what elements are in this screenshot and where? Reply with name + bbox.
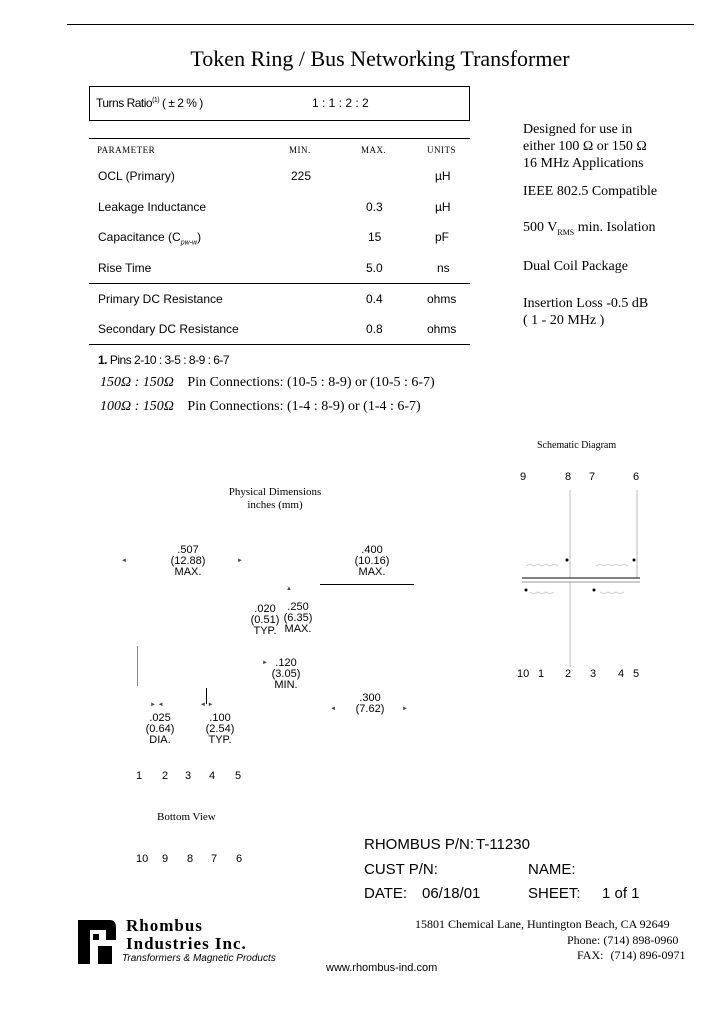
dim-arrow-left: ◄: [121, 558, 127, 564]
name-label: NAME:: [528, 861, 576, 878]
isolation-subscript: RMS: [557, 227, 575, 237]
row-rise-units: ns: [437, 261, 450, 275]
note-1-text: Pins 2-10 : 3-5 : 8-9 : 6-7: [109, 353, 230, 367]
dim-300-mm: (7.62): [355, 703, 385, 715]
physical-title-2: inches (mm): [247, 499, 303, 511]
header-min: MIN.: [289, 145, 311, 155]
feature-designed-2: either 100 Ω or 150 Ω: [523, 139, 647, 154]
dim-020-mm: (0.51): [250, 614, 280, 626]
spec-table: [89, 138, 470, 348]
fax-value: (714) 896-0971: [610, 948, 686, 962]
row-secondary-dcr-max: 0.8: [366, 322, 383, 336]
dim-120-in: .120: [275, 657, 297, 669]
physical-title-1: Physical Dimensions: [228, 486, 322, 498]
schematic-title: Schematic Diagram: [537, 440, 617, 451]
bottom-pin-8: 8: [187, 853, 194, 865]
title-block: [364, 836, 704, 906]
dim-020-in: .020: [254, 603, 276, 615]
dim-120-mm: (3.05): [271, 668, 301, 680]
bottom-pin-3: 3: [185, 770, 192, 782]
row-capacitance-param: [98, 230, 201, 246]
turns-ratio-box: [89, 86, 470, 121]
capacitance-label: Capacitance (C: [98, 230, 181, 244]
dim-250-arrow: ▲: [286, 586, 292, 592]
bottom-pin-10: 10: [136, 853, 149, 865]
date-value: 06/18/01: [422, 885, 481, 902]
connection-100: [100, 399, 421, 415]
note-1-number: 1.: [98, 353, 108, 367]
physical-title: [205, 486, 345, 512]
dim-250: [280, 602, 316, 635]
capacitance-subscript: pw-w: [180, 239, 198, 247]
row-primary-dcr-units: ohms: [427, 292, 457, 306]
dim-100: [200, 713, 240, 746]
connection-100-impedance: 100Ω : 150Ω: [100, 399, 174, 414]
body-outline-left: [137, 646, 138, 686]
header-parameter: PARAMETER: [97, 145, 156, 155]
dim-020: [245, 604, 285, 637]
feature-insertion-2: ( 1 - 20 MHz ): [523, 312, 605, 328]
connection-150-impedance: 150Ω : 150Ω: [100, 375, 174, 390]
turns-ratio-sup: (1): [152, 97, 160, 104]
feature-package: Dual Coil Package: [523, 258, 628, 274]
dim-100-note: TYP.: [208, 734, 232, 746]
row-leakage-units: µH: [435, 200, 451, 214]
row-capacitance-units: pF: [435, 230, 450, 244]
connection-100-text: Pin Connections: (1-4 : 8-9) or (1-4 : 6-7): [187, 399, 421, 414]
row-ocl-param: OCL (Primary): [98, 169, 175, 183]
connection-150-text: Pin Connections: (10-5 : 8-9) or (10-5 : 6-7): [187, 375, 435, 390]
company-tagline: Transformers & Magnetic Products: [122, 953, 276, 964]
row-capacitance-max: 15: [368, 230, 382, 244]
dim-300: [350, 693, 390, 715]
schematic-pin-5: 5: [633, 668, 640, 680]
pn-label: RHOMBUS P/N:: [364, 836, 475, 853]
dim-120: [266, 658, 306, 691]
dim-025-note: DIA.: [149, 734, 171, 746]
row-rise-param: Rise Time: [98, 261, 152, 275]
rhombus-logo-icon: [76, 918, 120, 966]
dim-507: [160, 545, 216, 578]
company-name-1: Rhombus: [126, 916, 203, 935]
schematic-pin-4: 4: [618, 668, 625, 680]
bottom-pin-1: 1: [136, 770, 143, 782]
dim-400-in: .400: [361, 544, 383, 556]
bottom-view-label: Bottom View: [157, 811, 216, 823]
company-address: 15801 Chemical Lane, Huntington Beach, CA 92649: [415, 917, 670, 931]
row-secondary-dcr-units: ohms: [427, 322, 457, 336]
dim-507-mm: (12.88): [170, 555, 206, 567]
schematic-pin-2: 2: [565, 668, 572, 680]
schematic-pin-9: 9: [520, 471, 527, 483]
dim-100-arrows: ◄ ►: [200, 702, 214, 708]
page-title: Token Ring / Bus Networking Transformer: [190, 46, 570, 71]
pn-value: T-11230: [476, 836, 530, 853]
feature-designed-1: Designed for use in: [523, 122, 633, 137]
sheet-label: SHEET:: [528, 885, 581, 902]
schematic-pin-7: 7: [589, 471, 596, 483]
bottom-pin-4: 4: [209, 770, 216, 782]
phone-label: Phone:: [567, 933, 601, 947]
dim-400-line: [320, 584, 414, 585]
bottom-pin-7: 7: [211, 853, 218, 865]
turns-ratio-label: [96, 96, 203, 110]
feature-designed-3: 16 MHz Applications: [523, 156, 644, 171]
dim-020-note: TYP.: [253, 625, 277, 637]
date-label: DATE:: [364, 885, 408, 902]
dim-120-arrow: ►: [262, 660, 268, 666]
schematic-pin-8: 8: [565, 471, 572, 483]
dim-120-note: MIN.: [274, 679, 298, 691]
row-ocl-min: 225: [291, 169, 312, 183]
dim-400-note: MAX.: [358, 566, 386, 578]
sheet-value: 1 of 1: [602, 885, 640, 902]
row-primary-dcr-max: 0.4: [366, 292, 383, 306]
dim-025-arrows: ► ◄: [150, 702, 164, 708]
dim-025: [140, 713, 180, 746]
header-max: MAX.: [361, 145, 387, 155]
dim-250-in: .250: [287, 601, 309, 613]
schematic-pin-10: 10: [517, 668, 530, 680]
fax-label: FAX:: [577, 948, 604, 962]
row-leakage-max: 0.3: [366, 200, 383, 214]
dim-300-in: .300: [359, 692, 381, 704]
dim-025-in: .025: [149, 712, 171, 724]
dim-300-arrow-left: ◄: [330, 706, 336, 712]
company-phone: [567, 933, 678, 948]
company-name-2: Industries Inc.: [126, 934, 247, 953]
dim-100-in: .100: [209, 712, 231, 724]
row-rise-max: 5.0: [366, 261, 383, 275]
schematic-pin-3: 3: [590, 668, 597, 680]
bottom-pin-6: 6: [236, 853, 243, 865]
schematic-pin-1: 1: [538, 668, 545, 680]
dim-400-mm: (10.16): [354, 555, 390, 567]
transformer-symbol: [512, 482, 672, 667]
dim-100-mm: (2.54): [205, 723, 235, 735]
capacitance-close: ): [197, 230, 202, 244]
feature-insertion-1: Insertion Loss -0.5 dB: [523, 295, 649, 311]
isolation-text: min. Isolation: [574, 220, 656, 235]
dim-507-in: .507: [177, 544, 199, 556]
row-primary-dcr-param: Primary DC Resistance: [98, 292, 223, 306]
bottom-pin-9: 9: [162, 853, 169, 865]
features: [523, 121, 657, 329]
note-1: [98, 353, 229, 367]
dim-025-mm: (0.64): [145, 723, 175, 735]
dim-250-mm: (6.35): [283, 612, 313, 624]
bottom-pin-2: 2: [162, 770, 169, 782]
schematic-diagram: [512, 466, 672, 686]
header-units: UNITS: [427, 145, 456, 155]
row-secondary-dcr-param: Secondary DC Resistance: [98, 322, 239, 336]
feature-isolation: [523, 219, 657, 241]
schematic-pin-6: 6: [633, 471, 640, 483]
row-ocl-units: µH: [435, 169, 451, 183]
isolation-value: 500 V: [523, 220, 558, 235]
table-mid-rule: [89, 283, 470, 284]
phone-value: (714) 898-0960: [603, 933, 679, 947]
cust-label: CUST P/N:: [364, 861, 438, 878]
connection-150: [100, 375, 435, 391]
dim-400: [344, 545, 400, 578]
company-website[interactable]: www.rhombus-ind.com: [326, 962, 438, 974]
feature-ieee: IEEE 802.5 Compatible: [523, 184, 658, 199]
dim-250-note: MAX.: [284, 623, 312, 635]
top-rule: [67, 24, 694, 25]
turns-ratio-label-text: Turns Ratio: [96, 96, 153, 110]
turns-ratio-tolerance: ( ± 2 % ): [161, 96, 203, 110]
row-leakage-param: Leakage Inductance: [98, 200, 207, 214]
table-bottom-rule: [89, 344, 470, 345]
company-fax: [577, 948, 685, 963]
dim-arrow-right: ►: [237, 558, 243, 564]
dim-300-arrow-right: ►: [402, 706, 408, 712]
bottom-pin-5: 5: [235, 770, 242, 782]
turns-ratio-value: 1 : 1 : 2 : 2: [312, 96, 369, 110]
dim-507-note: MAX.: [174, 566, 202, 578]
table-top-rule: [89, 138, 470, 139]
